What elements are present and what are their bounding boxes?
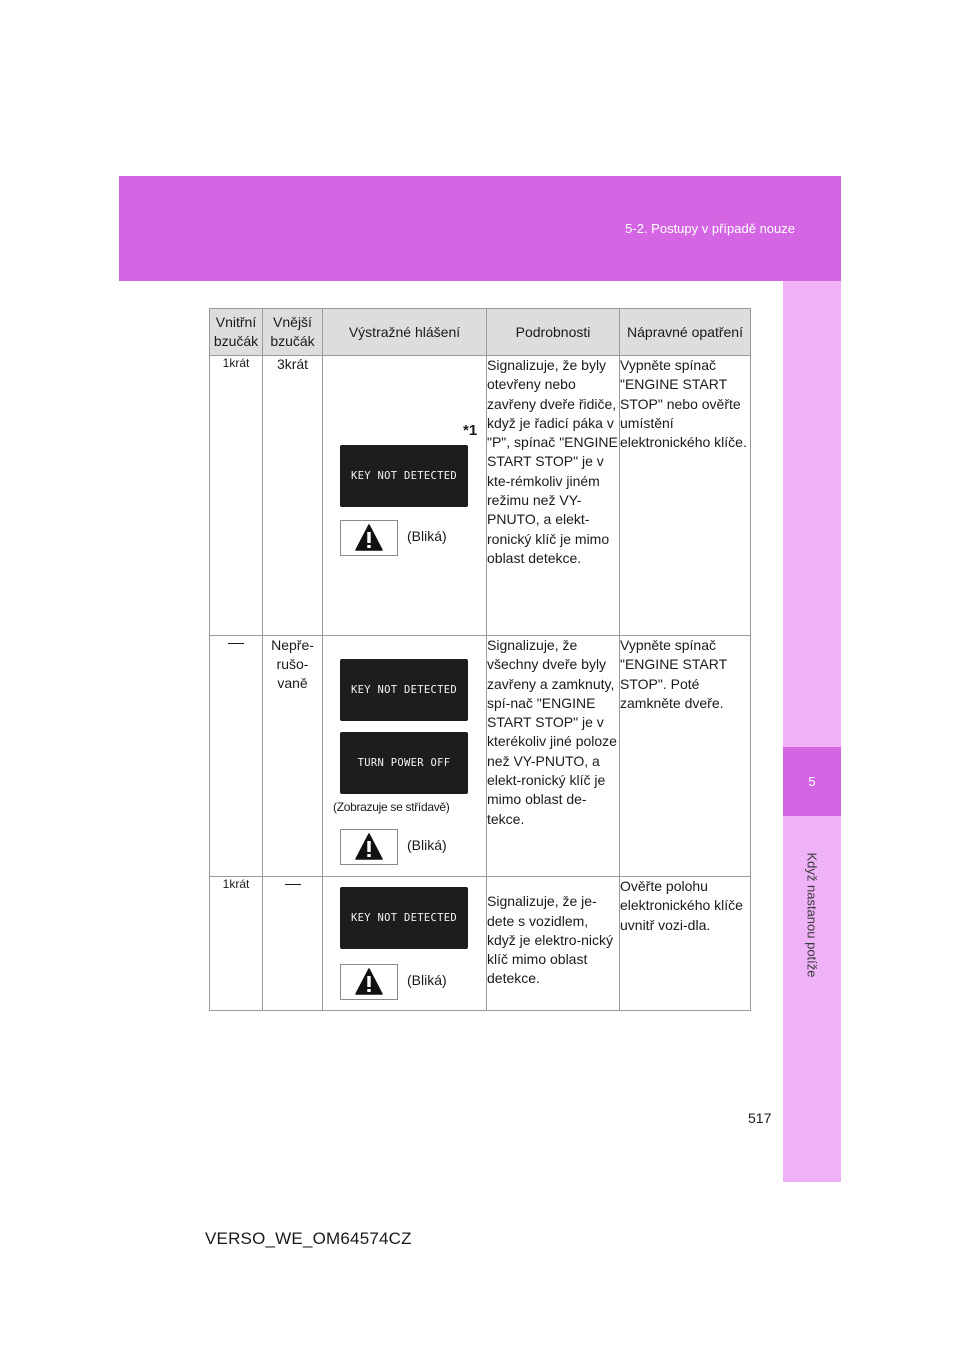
- none-dash: [285, 884, 301, 885]
- warning-icon-box: [340, 964, 398, 1000]
- footnote-mark: *1: [463, 422, 478, 439]
- internal-buzzer-cell: 1krát: [210, 877, 263, 1011]
- chapter-side-tab[interactable]: [783, 281, 841, 1182]
- remedy-cell: Vypněte spínač "ENGINE START STOP" nebo ověřte umístění elektronického klíče.: [620, 356, 751, 636]
- display-text: KEY NOT DETECTED: [351, 684, 457, 696]
- external-buzzer-cell: [263, 877, 323, 1011]
- warning-message-cell: [323, 877, 487, 1011]
- blink-label: (Bliká): [407, 837, 447, 853]
- none-dash: [228, 643, 244, 644]
- display-screen: [340, 445, 468, 507]
- display-text: KEY NOT DETECTED: [351, 470, 457, 482]
- blink-label: (Bliká): [407, 972, 447, 988]
- display-text: TURN POWER OFF: [357, 757, 451, 769]
- chapter-title: Když nastanou potíže: [804, 852, 820, 978]
- display-screen: [340, 732, 468, 794]
- display-screen: [340, 659, 468, 721]
- internal-buzzer-cell: 1krát: [210, 356, 263, 636]
- internal-buzzer-cell: [210, 636, 263, 877]
- details-cell: Signalizuje, že je-dete s vozidlem, když je elektro-nický klíč mimo oblast detekce.: [487, 877, 620, 1011]
- display-text: KEY NOT DETECTED: [351, 912, 457, 924]
- details-cell: Signalizuje, že všechny dveře byly zavřeny a zamknuty, spí-nač "ENGINE START STOP" je v kterékoliv jiné poloze než VY-PNUTO, a elekt-ronický klíč je mimo oblast de-tekce.: [487, 636, 620, 877]
- header-external-buzzer: Vnější bzučák: [263, 309, 323, 356]
- alternating-note: (Zobrazuje se střídavě): [333, 800, 450, 814]
- warning-table: [209, 308, 751, 1011]
- details-cell: Signalizuje, že byly otevřeny nebo zavřeny dveře řidiče, když je řadicí páka v "P", spínač "ENGINE START STOP" je v kte-rémkoliv jiném režimu než VY-PNUTO, a elekt-ronický klíč je mimo oblast detekce.: [487, 356, 620, 636]
- header-internal-buzzer: Vnitřní bzučák: [210, 309, 263, 356]
- document-id: VERSO_WE_OM64574CZ: [205, 1229, 412, 1248]
- warning-message-cell: [323, 636, 487, 877]
- header-details: Podrobnosti: [487, 309, 620, 356]
- remedy-cell: Ověřte polohu elektronického klíče uvnitř vozi-dla.: [620, 877, 751, 1011]
- section-title: 5-2. Postupy v případě nouze: [625, 221, 795, 236]
- display-screen: [340, 887, 468, 949]
- chapter-number-box: 5: [783, 747, 841, 816]
- external-buzzer-cell: Nepře-rušo-vaně: [263, 636, 323, 877]
- header-band: [119, 176, 841, 281]
- table-row: [210, 636, 751, 877]
- header-remedy: Nápravné opatření: [620, 309, 751, 356]
- external-buzzer-cell: 3krát: [263, 356, 323, 636]
- blink-label: (Bliká): [407, 528, 447, 544]
- remedy-cell: Vypněte spínač "ENGINE START STOP". Poté zamkněte dveře.: [620, 636, 751, 877]
- table-row: [210, 877, 751, 1011]
- warning-icon-box: [340, 520, 398, 556]
- warning-triangle-icon: [355, 524, 383, 552]
- page-number: 517: [748, 1110, 772, 1126]
- header-warning-message: Výstražné hlášení: [323, 309, 487, 356]
- warning-icon-box: [340, 829, 398, 865]
- table-header-row: [210, 309, 751, 356]
- table-row: [210, 356, 751, 636]
- warning-triangle-icon: [355, 833, 383, 861]
- warning-message-cell: [323, 356, 487, 636]
- warning-triangle-icon: [355, 968, 383, 996]
